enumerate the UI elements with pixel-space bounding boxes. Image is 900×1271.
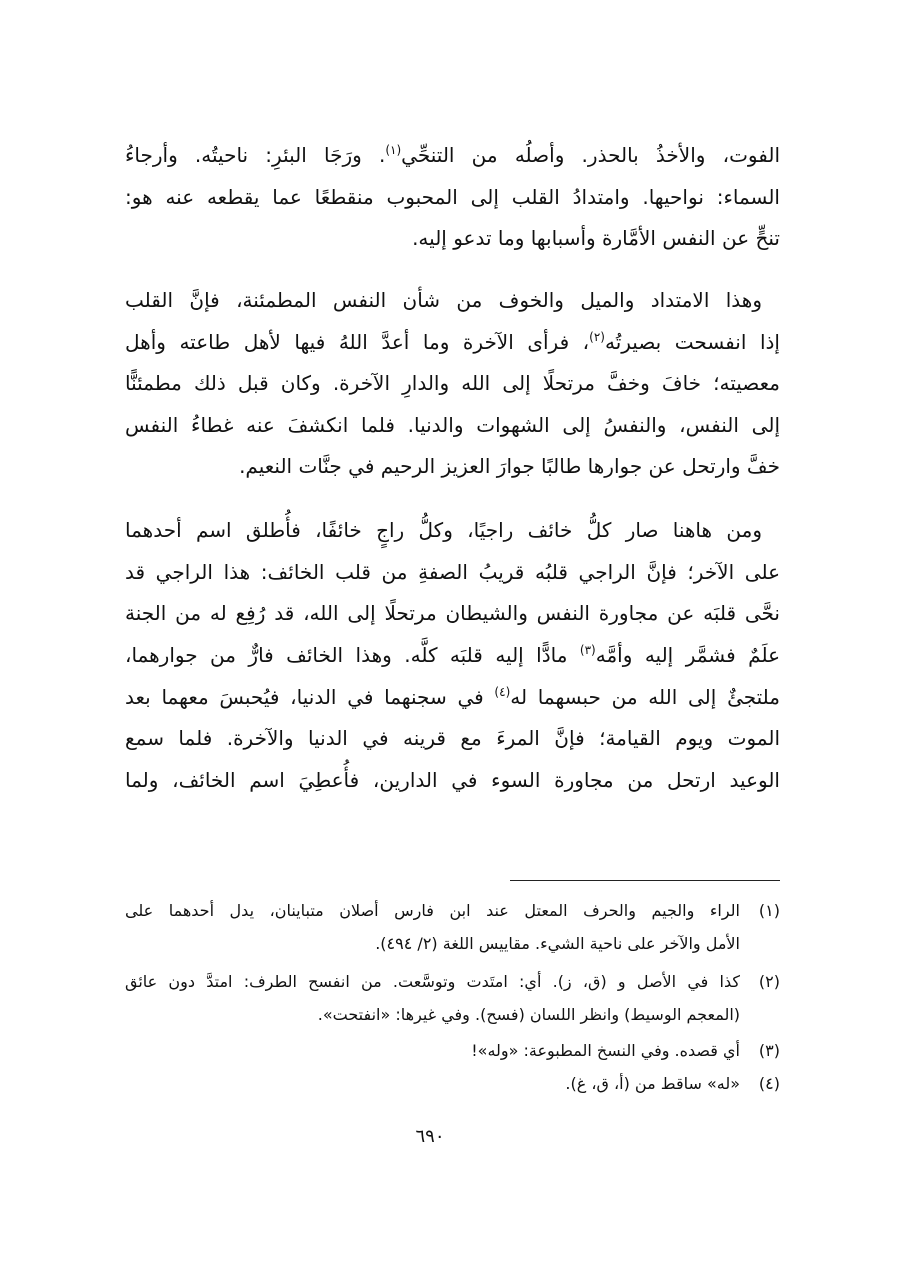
body-line: وهذا الامتداد والميل والخوف من شأن النفس المطمئنة، فإنَّ القلب: [125, 288, 762, 312]
line-text: ملتجئٌ إلى الله من حبسهما له: [510, 685, 781, 709]
footnote-ref-1[interactable]: (١): [385, 143, 402, 157]
line-text: . ورَجَا البئرِ: ناحيتُه. وأرجاءُ: [125, 143, 386, 167]
body-line: الموت ويوم القيامة؛ فإنَّ المرءَ مع قرينه في الدنيا والآخرة. فلما سمع: [125, 726, 780, 750]
footnote-text: أي قصده. وفي النسخ المطبوعة: «وله»!: [471, 1041, 740, 1060]
body-line: إلى النفس، والنفسُ إلى الشهوات والدنيا. فلما انكشفَ عنه غطاءُ النفس: [125, 413, 780, 437]
body-line: خفَّ وارتحل عن جوارها طالبًا جوارَ العزيز الرحيم في جنَّات النعيم.: [239, 454, 780, 478]
line-text: في سجنهما في الدنيا، فيُحبسَ معهما بعد: [125, 685, 495, 709]
body-line: السماء: نواحيها. وامتدادُ القلب إلى المحبوب منقطعًا عما يقطعه عنه هو:: [125, 185, 780, 209]
footnote-text: كذا في الأصل و (ق، ز). أي: امتَدت وتوسَّعت. من انفسح الطرف: امتدَّ دون عائق: [125, 972, 740, 991]
line-text: إذا انفسحت بصيرتُه: [604, 330, 780, 354]
footnote-text: الراء والجيم والحرف المعتل عند ابن فارس أصلان متباينان، يدل أحدهما على: [125, 901, 740, 920]
body-line: معصيته؛ خافَ وخفَّ مرتحلًا إلى الله والدارِ الآخرة. وكان قبل ذلك مطمئنًّا: [125, 371, 780, 395]
body-line: [125, 140, 780, 170]
footnote-divider: [510, 880, 780, 881]
footnote-ref-3[interactable]: (٣): [579, 643, 596, 657]
body-line: [125, 682, 780, 712]
footnote-number: (٢): [758, 972, 780, 991]
body-line: نحَّى قلبَه عن مجاورة النفس والشيطان مرتحلًا إلى الله، قد رُفِع له من الجنة: [125, 601, 780, 625]
footnote-ref-4[interactable]: (٤): [494, 685, 511, 699]
line-text: علَمٌ فشمَّر إليه وأمَّه: [595, 643, 781, 667]
line-text: ، فرأى الآخرة وما أعدَّ اللهُ فيها لأهل طاعته وأهل: [125, 330, 590, 354]
line-text: الفوت، والأخذُ بالحذر. وأصلُه من التنحِّي: [401, 143, 780, 167]
body-line: [125, 327, 780, 357]
footnote-number: (٣): [758, 1041, 780, 1060]
footnote-number: (١): [758, 901, 780, 920]
body-line: ومن هاهنا صار كلُّ خائف راجيًا، وكلُّ راجٍ خائفًا، فأُطلق اسم أحدهما: [125, 518, 762, 542]
footnote-text: «له» ساقط من (أ، ق، غ).: [565, 1074, 740, 1093]
footnote-number: (٤): [758, 1074, 780, 1093]
page-number: ٦٩٠: [415, 1126, 445, 1147]
body-line: على الآخر؛ فإنَّ الراجي قلبُه قريبُ الصفةِ من قلب الخائف: هذا الراجي قد: [125, 560, 780, 584]
body-line: الوعيد ارتحل من مجاورة السوء في الدارين، فأُعطِيَ اسم الخائف، ولما: [125, 768, 780, 792]
footnote-text: (المعجم الوسيط) وانظر اللسان (فسح). وفي غيرها: «انفتحت».: [317, 1005, 740, 1024]
line-text: مادًّا إليه قلبَه كلَّه. وهذا الخائف فارٌّ من جوارهما،: [125, 643, 580, 667]
footnote-ref-2[interactable]: (٢): [589, 330, 605, 344]
footnote-text: الأمل والآخر على ناحية الشيء. مقاييس اللغة (٢/ ٤٩٤).: [375, 934, 740, 953]
body-line: [125, 640, 780, 670]
body-line: تنحٍّ عن النفس الأمَّارة وأسبابها وما تدعو إليه.: [412, 226, 780, 250]
